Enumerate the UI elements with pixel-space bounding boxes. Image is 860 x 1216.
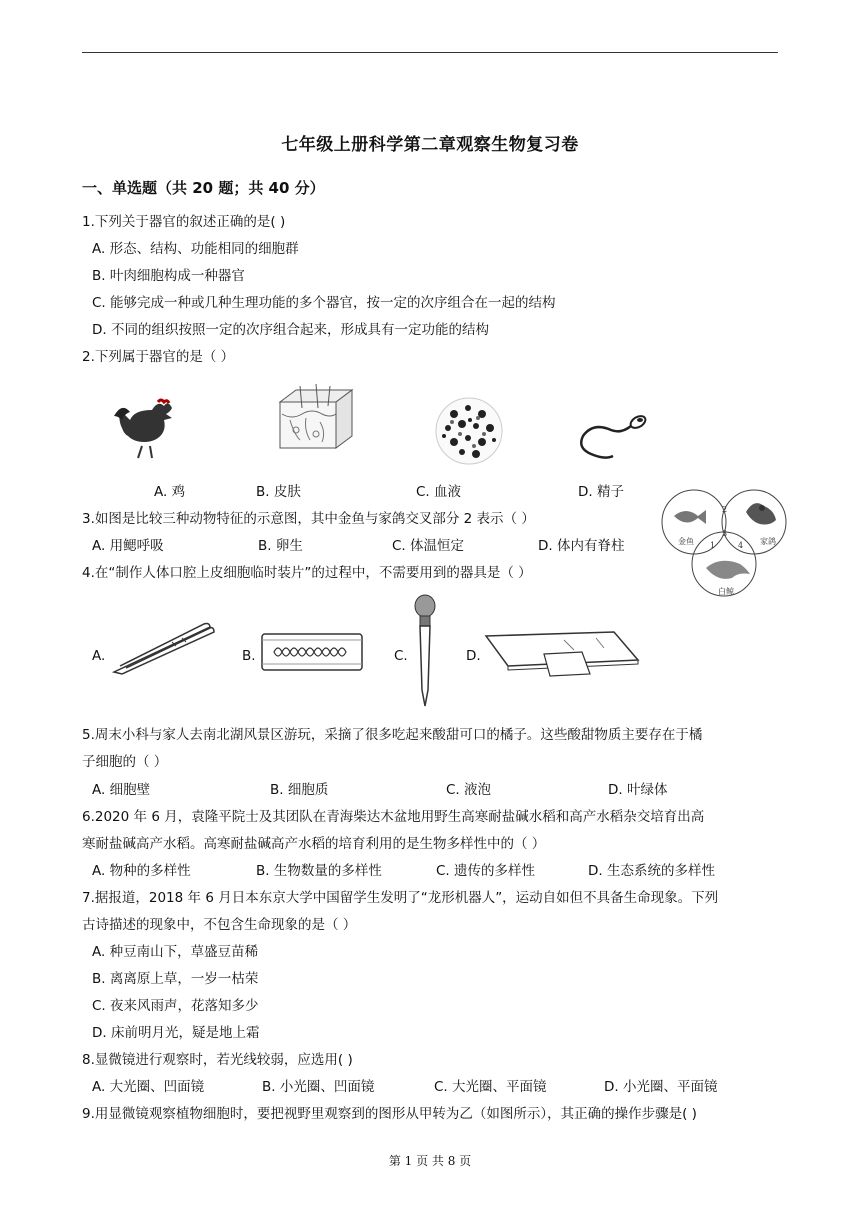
question-1-option-d[interactable]: D. 不同的组织按照一定的次序组合起来，形成具有一定功能的结构 [92, 322, 489, 338]
question-8-stem: 8.显微镜进行观察时，若光线较弱，应选用( ) [82, 1052, 353, 1068]
question-5-option-c[interactable]: C. 液泡 [446, 782, 492, 798]
question-1-option-a[interactable]: A. 形态、结构、功能相同的细胞群 [92, 241, 299, 257]
question-7-stem-line-1: 7.据报道，2018 年 6 月日本东京大学中国留学生发明了“龙形机器人”，运动自如但不具备生命现象。下列 [82, 890, 719, 906]
venn-label-fish: 金鱼 [678, 537, 694, 546]
question-5-option-b[interactable]: B. 细胞质 [270, 782, 329, 798]
question-3-option-d[interactable]: D. 体内有脊柱 [538, 538, 625, 554]
question-7-option-a[interactable]: A. 种豆南山下，草盛豆苗稀 [92, 944, 259, 960]
question-7-option-c[interactable]: C. 夜来风雨声，花落知多少 [92, 998, 259, 1014]
page-footer: 第 1 页 共 8 页 [388, 1154, 472, 1168]
question-3-option-c[interactable]: C. 体温恒定 [392, 538, 465, 554]
dropper-image [412, 594, 438, 708]
question-5-option-d[interactable]: D. 叶绿体 [608, 782, 668, 798]
question-7-option-d[interactable]: D. 床前明月光，疑是地上霜 [92, 1025, 260, 1041]
question-4-option-d[interactable]: D. [466, 648, 481, 664]
question-6-stem-line-2: 寒耐盐碱高产水稻。高寒耐盐碱高产水稻的培育利用的是生物多样性中的（ ） [82, 836, 546, 852]
razor-blade-image [260, 632, 364, 672]
question-5-stem-line-1: 5.周末小科与家人去南北湖风景区游玩，采摘了很多吃起来酸甜可口的橘子。这些酸甜物质主要存在于橘 [82, 727, 703, 743]
question-7-option-b[interactable]: B. 离离原上草，一岁一枯荣 [92, 971, 259, 987]
question-4-option-a[interactable]: A. [92, 648, 106, 664]
sperm-cell-image [578, 410, 650, 462]
question-8-option-c[interactable]: C. 大光圈、平面镜 [434, 1079, 547, 1095]
question-8-option-d[interactable]: D. 小光圈、平面镜 [604, 1079, 718, 1095]
venn-label-pigeon: 家鸽 [760, 537, 776, 546]
blood-smear-image [434, 396, 504, 466]
tweezers-image [112, 622, 216, 676]
question-2-option-a[interactable]: A. 鸡 [154, 484, 186, 500]
question-3-option-a[interactable]: A. 用鳃呼吸 [92, 538, 164, 554]
question-3-stem: 3.如图是比较三种动物特征的示意图，其中金鱼与家鸽交叉部分 2 表示（ ） [82, 511, 535, 527]
question-2-option-c[interactable]: C. 血液 [416, 484, 462, 500]
question-7-stem-line-2: 古诗描述的现象中，不包含生命现象的是（ ） [82, 917, 357, 933]
question-5-option-a[interactable]: A. 细胞壁 [92, 782, 151, 798]
slide-and-coverslip-image [484, 630, 640, 680]
section-heading: 一、单选题（共 20 题；共 40 分） [82, 179, 325, 197]
question-6-option-d[interactable]: D. 生态系统的多样性 [588, 863, 715, 879]
question-1-option-b[interactable]: B. 叶肉细胞构成一种器官 [92, 268, 245, 284]
question-6-option-a[interactable]: A. 物种的多样性 [92, 863, 191, 879]
question-3-option-b[interactable]: B. 卵生 [258, 538, 303, 554]
venn-number-1: 1 [710, 541, 716, 550]
question-8-option-b[interactable]: B. 小光圈、凹面镜 [262, 1079, 375, 1095]
question-2-option-d[interactable]: D. 精子 [578, 484, 624, 500]
skin-cross-section-image [276, 384, 356, 452]
question-4-option-c[interactable]: C. [394, 648, 408, 664]
animal-venn-diagram [656, 486, 796, 598]
question-5-stem-line-2: 子细胞的（ ） [82, 754, 168, 770]
question-2-option-b[interactable]: B. 皮肤 [256, 484, 301, 500]
venn-label-whale: 白鲸 [718, 587, 734, 596]
venn-number-3: 3 [722, 529, 728, 538]
rooster-image [112, 398, 186, 460]
question-2-stem: 2.下列属于器官的是（ ） [82, 349, 235, 365]
page-title: 七年级上册科学第二章观察生物复习卷 [281, 135, 579, 155]
question-6-option-b[interactable]: B. 生物数量的多样性 [256, 863, 382, 879]
question-9-stem: 9.用显微镜观察植物细胞时，要把视野里观察到的图形从甲转为乙（如图所示），其正确的操作步骤是( ) [82, 1106, 697, 1122]
question-8-option-a[interactable]: A. 大光圈、凹面镜 [92, 1079, 205, 1095]
venn-number-2: 2 [722, 505, 728, 514]
header-rule [82, 52, 778, 53]
question-6-option-c[interactable]: C. 遗传的多样性 [436, 863, 536, 879]
venn-number-4: 4 [738, 541, 744, 550]
question-4-stem: 4.在“制作人体口腔上皮细胞临时装片”的过程中，不需要用到的器具是（ ） [82, 565, 532, 581]
question-1-option-c[interactable]: C. 能够完成一种或几种生理功能的多个器官，按一定的次序组合在一起的结构 [92, 295, 556, 311]
question-1-stem: 1.下列关于器官的叙述正确的是( ) [82, 214, 286, 230]
question-6-stem-line-1: 6.2020 年 6 月，袁隆平院士及其团队在青海柴达木盆地用野生高寒耐盐碱水稻和高产水稻杂交培育出高 [82, 809, 705, 825]
question-4-option-b[interactable]: B. [242, 648, 256, 664]
